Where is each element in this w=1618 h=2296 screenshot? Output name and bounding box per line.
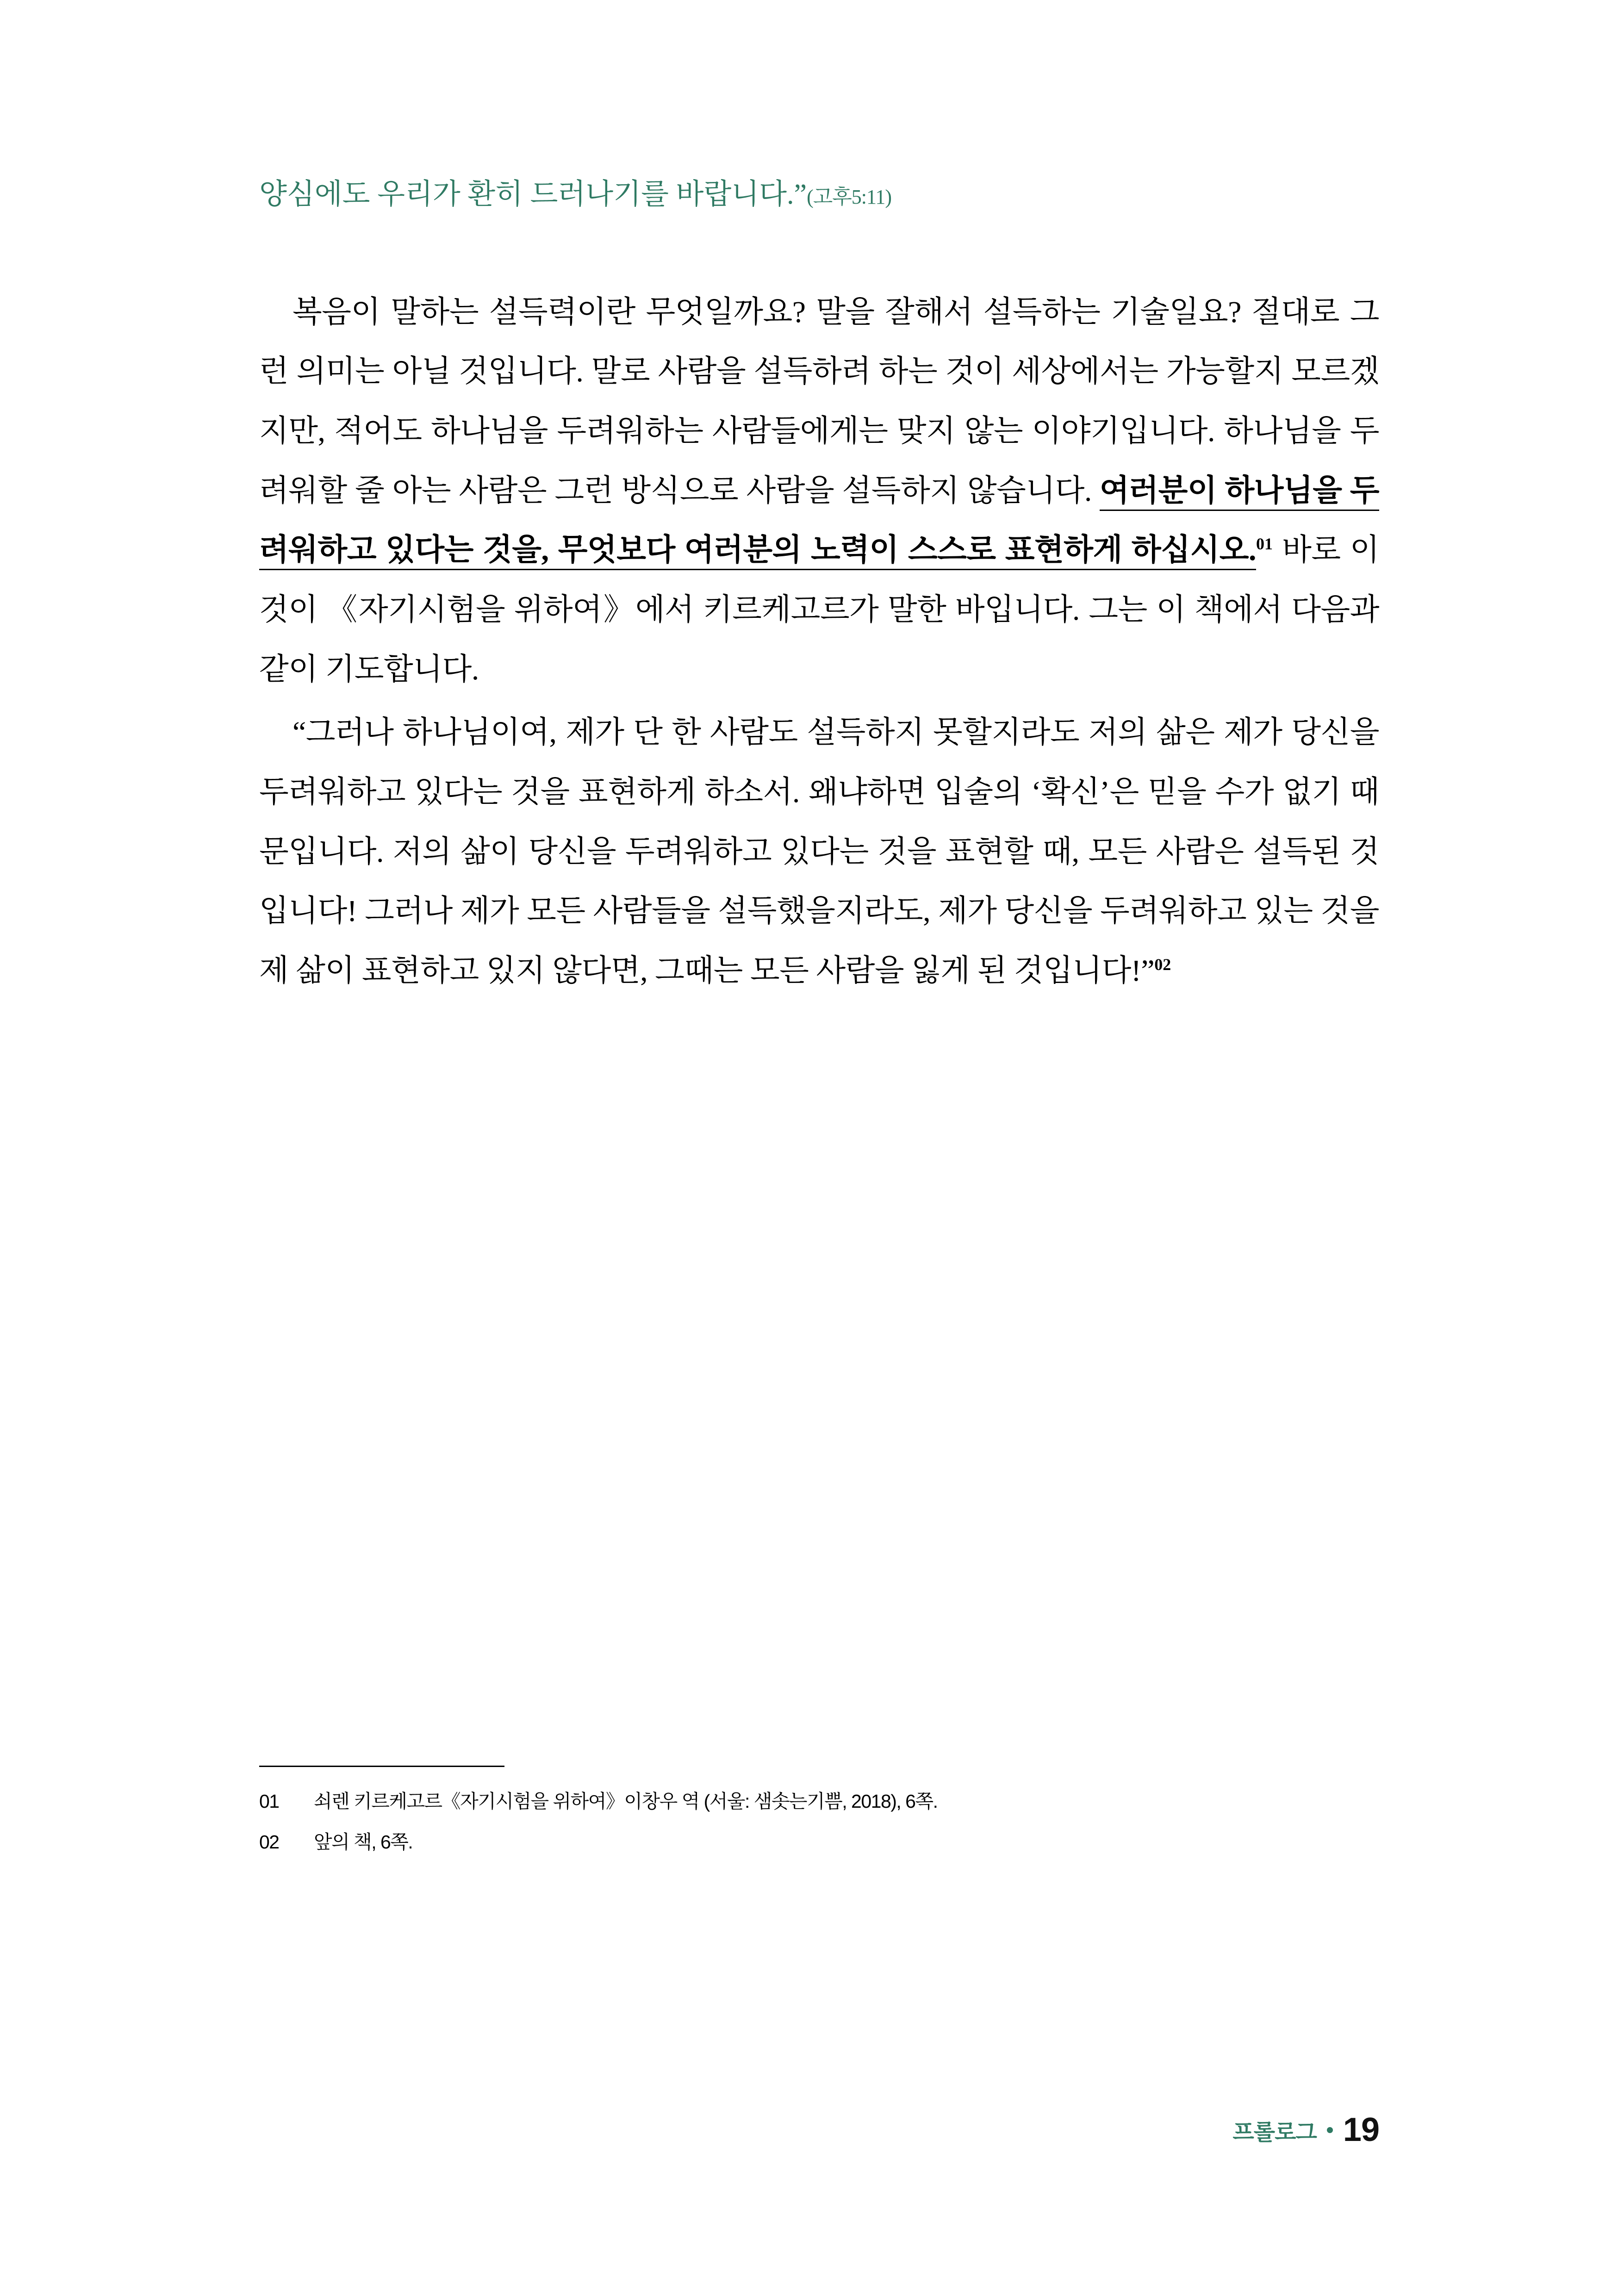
- body-paragraph-2: [259, 703, 1379, 1001]
- footnote-number: 02: [259, 1831, 279, 1853]
- scripture-reference: (고후5:11): [807, 186, 891, 208]
- footnote-ref-02[interactable]: 02: [1154, 955, 1171, 974]
- paragraph-2-text: “그러나 하나님이여, 제가 단 한 사람도 설득하지 못할지라도 저의 삶은 제가 당신을 두려워하고 있다는 것을 표현하게 하소서. 왜냐하면 입술의 ‘확신’은 믿을 수가 없기 때문입니다. 저의 삶이 당신을 두려워하고 있다는 것을 표현할 때, 모든 사람은 설득된 것입니다! 그러나 제가 모든 사람들을 설득했을지라도, 제가 당신을 두려워하고 있는 것을 제 삶이 표현하고 있지 않다면, 그때는 모든 사람을 잃게 된 것입니다!”: [259, 716, 1380, 988]
- footnote-text: 앞의 책, 6쪽.: [314, 1831, 413, 1853]
- page-number: 19: [1343, 2111, 1379, 2148]
- paragraph-1-emphasis: 여러분이 하나님을 두려워하고 있다는 것을, 무엇보다 여러분의 노력이 스스로 표현하게 하십시오.: [259, 474, 1379, 571]
- footnote-text: 쇠렌 키르케고르《자기시험을 위하여》이창우 역 (서울: 샘솟는기쁨, 2018), 6쪽.: [314, 1791, 938, 1812]
- scripture-quote-text: 양심에도 우리가 환히 드러나기를 바랍니다.”: [259, 179, 807, 210]
- spacer-between-paragraphs: [259, 699, 1379, 703]
- footnotes-section: [259, 1766, 1379, 1868]
- page-content: [259, 176, 1379, 1001]
- footnote-number: 01: [259, 1791, 279, 1812]
- footer-section-label: 프롤로그: [1232, 2120, 1317, 2145]
- footnote-item: [259, 1828, 1379, 1857]
- page-footer: [1232, 2111, 1379, 2149]
- footnote-ref-01[interactable]: 01: [1256, 535, 1273, 554]
- paragraph-1-part-2: 바로 이것이 《자기시험을 위하여》에서 키르케고르가 말한 바입니다. 그는 이 책에서 다음과 같이 기도합니다.: [259, 533, 1379, 686]
- bullet-dot-icon: [1327, 2127, 1333, 2133]
- scripture-quote: [259, 176, 1379, 213]
- footnote-divider: [259, 1766, 504, 1767]
- body-paragraph-1: [259, 283, 1379, 700]
- spacer-after-verse: [259, 213, 1379, 283]
- footnote-item: [259, 1787, 1379, 1816]
- paragraph-1-part-1: 복음이 말하는 설득력이란 무엇일까요? 말을 잘해서 설득하는 기술일요? 절대로 그런 의미는 아닐 것입니다. 말로 사람을 설득하려 하는 것이 세상에서는 가능할지 모르겠지만, 적어도 하나님을 두려워하는 사람들에게는 맞지 않는 이야기입니다. 하나님을 두려워할 줄 아는 사람은 그런 방식으로 사람을 설득하지 않습니다.: [259, 295, 1379, 508]
